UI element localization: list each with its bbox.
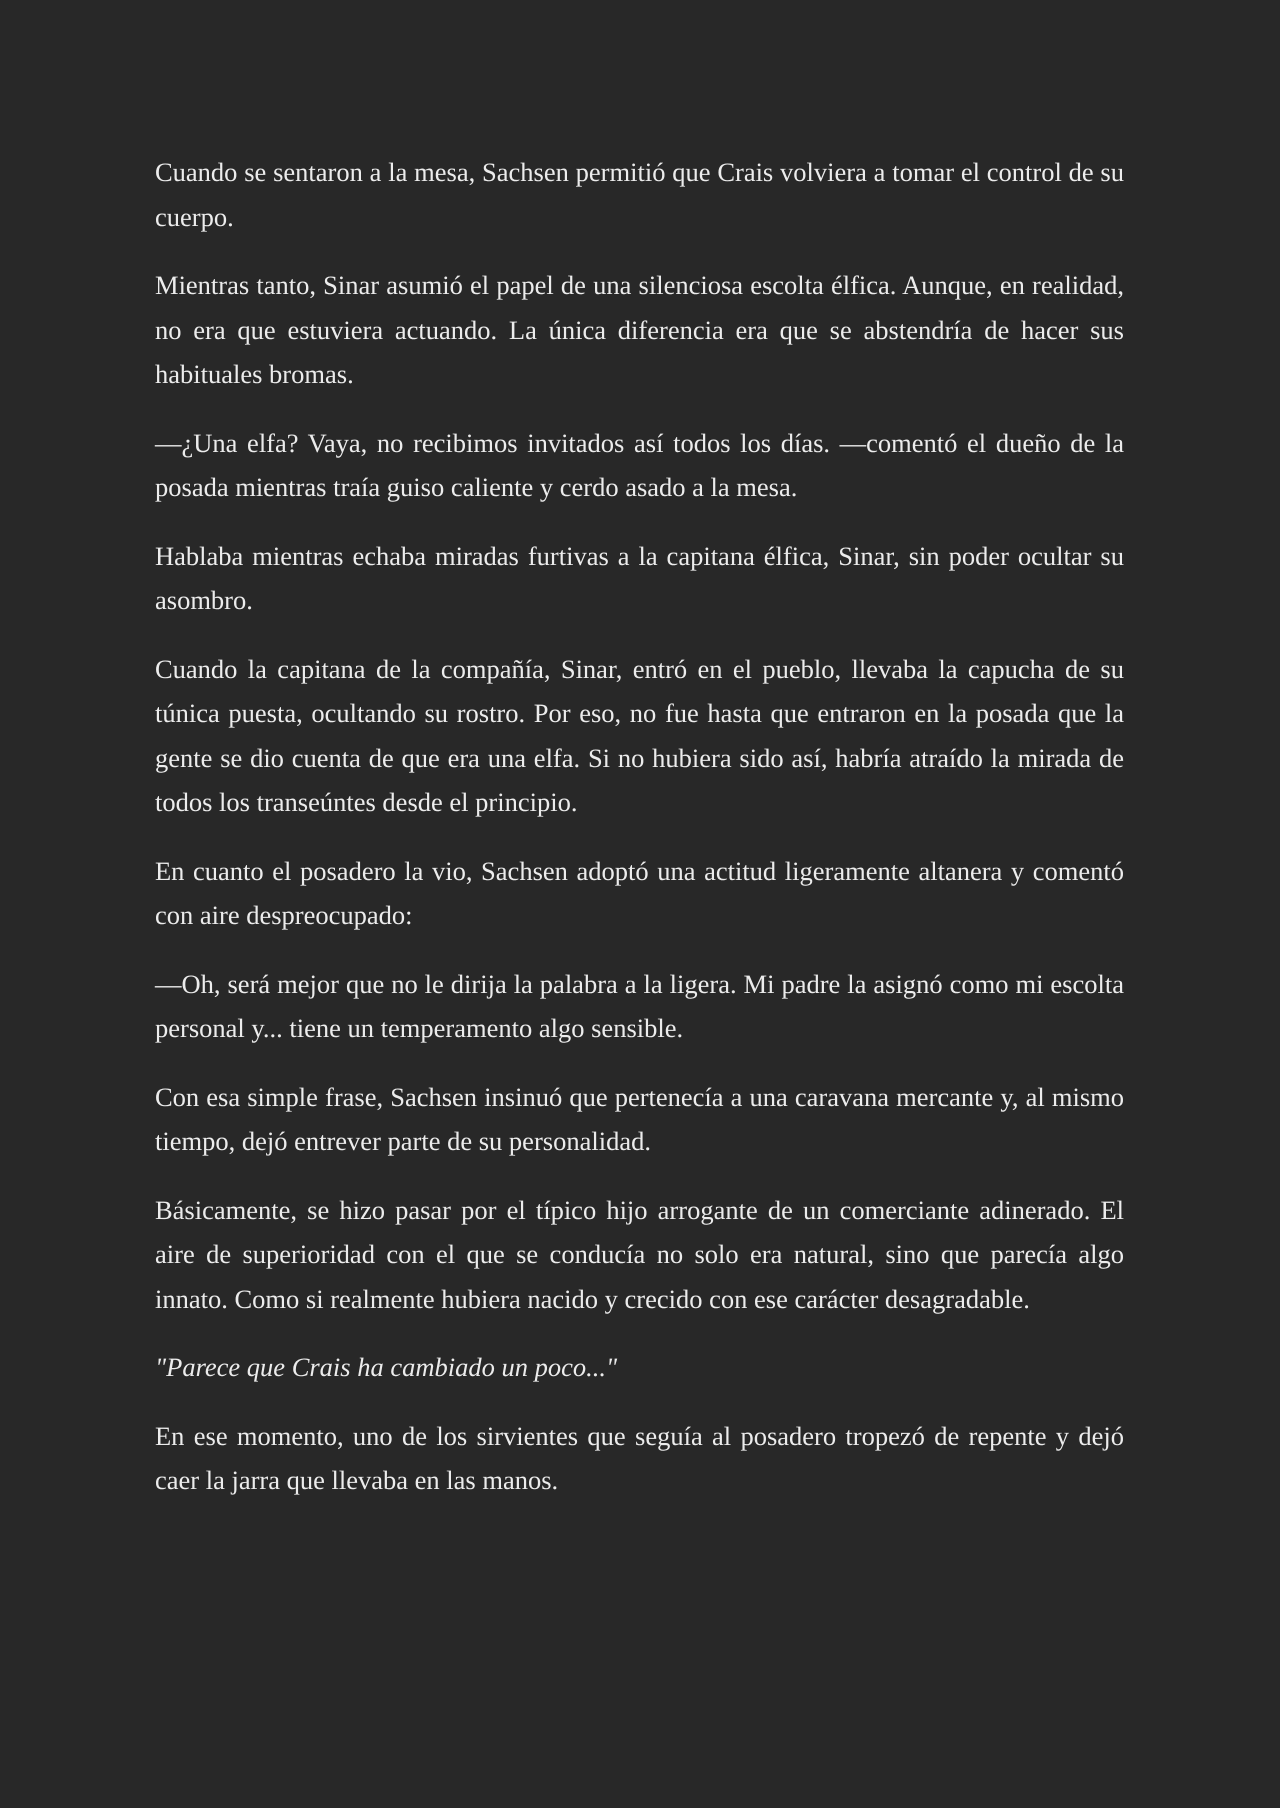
paragraph-8: Con esa simple frase, Sachsen insinuó que pertenecía a una caravana mercante y, al mismo tiempo, dejó entrever parte de su personalidad. <box>155 1081 1124 1156</box>
paragraph-4: Hablaba mientras echaba miradas furtivas a la capitana élfica, Sinar, sin poder ocultar su asombro. <box>155 540 1124 615</box>
paragraph-1: Cuando se sentaron a la mesa, Sachsen permitió que Crais volviera a tomar el control de su cuerpo. <box>155 157 1124 232</box>
paragraph-10-inner-thought: "Parece que Crais ha cambiado un poco..." <box>155 1352 618 1382</box>
paragraph-11: En ese momento, uno de los sirvientes que seguía al posadero tropezó de repente y dejó caer la jarra que llevaba en las manos. <box>155 1420 1124 1495</box>
paragraph-5: Cuando la capitana de la compañía, Sinar, entró en el pueblo, llevaba la capucha de su túnica puesta, ocultando su rostro. Por eso, no fue hasta que entraron en la posada que la gente se dio cuenta de que era una elfa. Si no hubiera sido así, habría atraído la mirada de todos los transeúntes desde el principio. <box>155 653 1124 817</box>
paragraph-7: —Oh, será mejor que no le dirija la palabra a la ligera. Mi padre la asignó como mi escolta personal y... tiene un temperamento algo sensible. <box>155 968 1124 1043</box>
chapter-text <box>155 150 1124 1503</box>
paragraph-2: Mientras tanto, Sinar asumió el papel de una silenciosa escolta élfica. Aunque, en realidad, no era que estuviera actuando. La única diferencia era que se abstendría de hacer sus habituales bromas. <box>155 270 1124 389</box>
paragraph-9: Básicamente, se hizo pasar por el típico hijo arrogante de un comerciante adinerado. El aire de superioridad con el que se conducía no solo era natural, sino que parecía algo innato. Como si realmente hubiera nacido y crecido con ese carácter desagradable. <box>155 1194 1124 1314</box>
paragraph-6: En cuanto el posadero la vio, Sachsen adoptó una actitud ligeramente altanera y comentó con aire despreocupado: <box>155 855 1124 930</box>
paragraph-3: —¿Una elfa? Vaya, no recibimos invitados así todos los días. —comentó el dueño de la posada mientras traía guiso caliente y cerdo asado a la mesa. <box>155 427 1124 502</box>
